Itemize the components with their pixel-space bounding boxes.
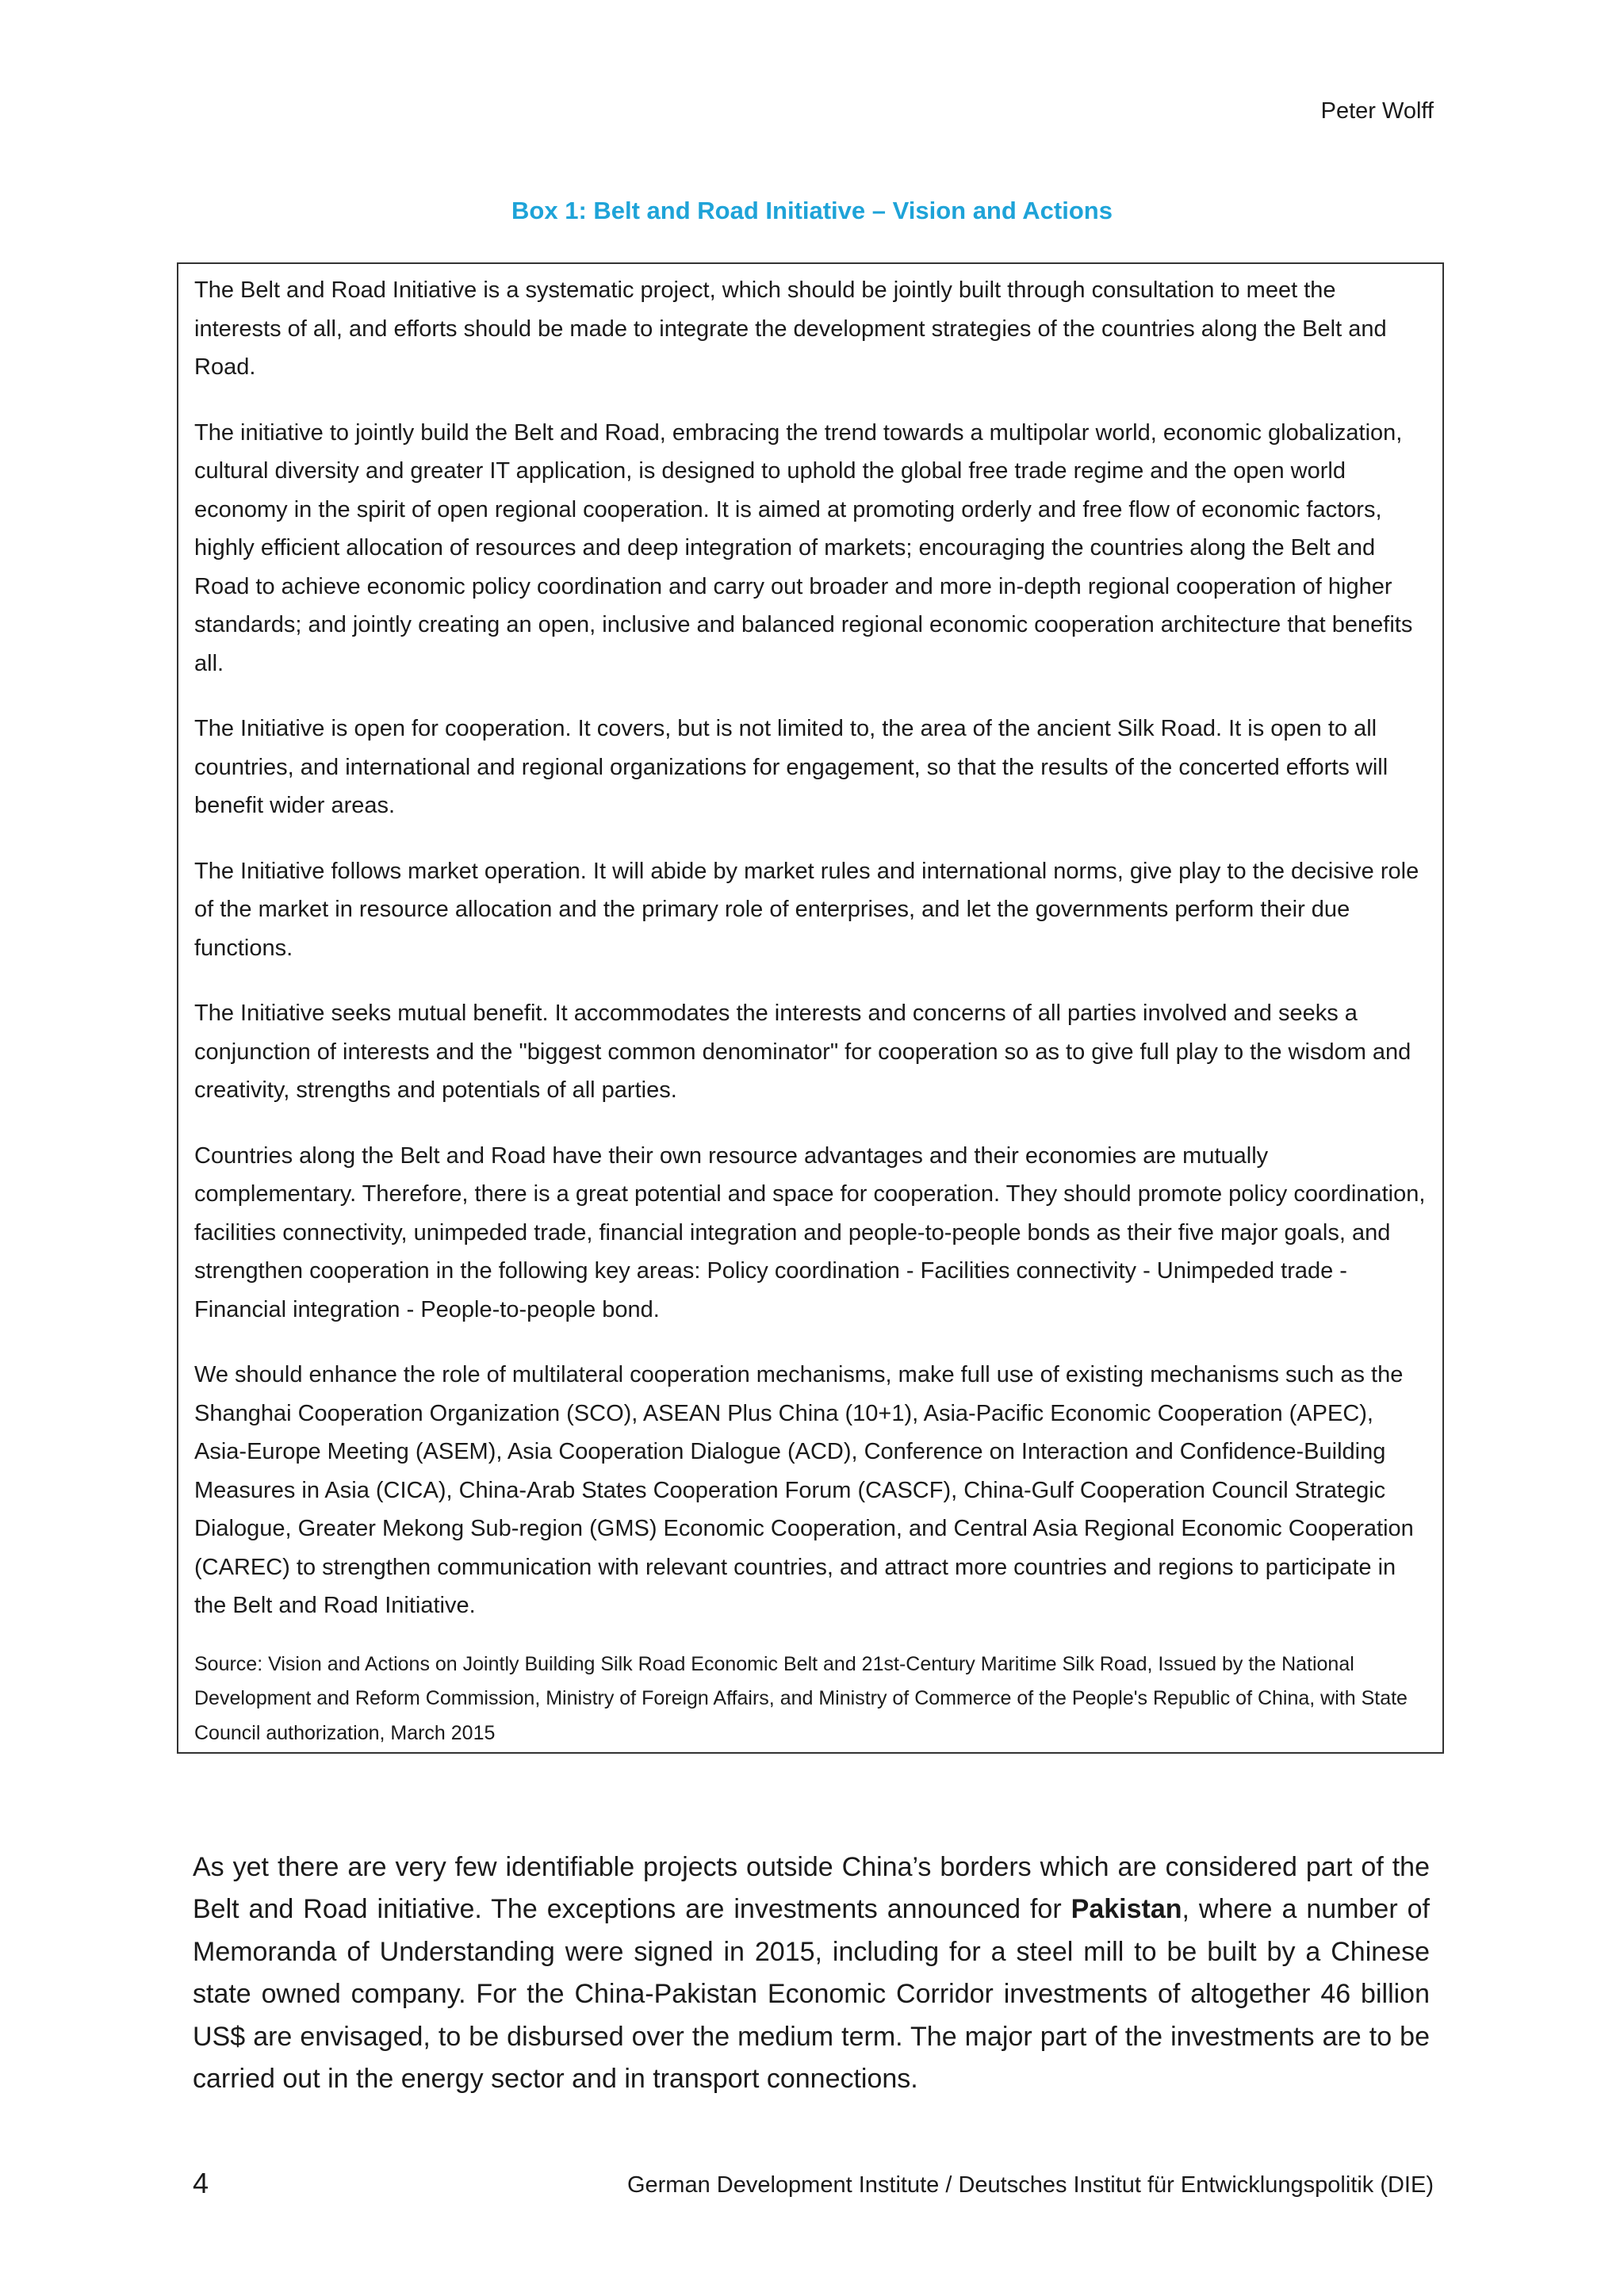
body-paragraph bbox=[193, 1846, 1430, 2100]
box-paragraph-7: We should enhance the role of multilateral cooperation mechanisms, make full use of existing mechanisms such as the Shanghai Cooperation Organization (SCO), ASEAN Plus China (10+1), Asia-Pacific Economic Cooperation (APEC), Asia-Europe Meeting (ASEM), Asia Cooperation Dialogue (ACD), Conference on Interaction and Confidence-Building Measures in Asia (CICA), China-Arab States Cooperation Forum (CASCF), China-Gulf Cooperation Council Strategic Dialogue, Greater Mekong Sub-region (GMS) Economic Cooperation, and Central Asia Regional Economic Cooperation (CAREC) to strengthen communication with relevant countries, and attract more countries and regions to participate in the Belt and Road Initiative. bbox=[194, 1362, 1414, 1618]
text-box bbox=[177, 262, 1444, 1754]
footer-institute: German Development Institute / Deutsches Institut für Entwicklungspolitik (DIE) bbox=[626, 2172, 1434, 2198]
box-paragraph-5: The Initiative seeks mutual benefit. It accommodates the interests and concerns of all parties involved and seeks a conjunction of interests and the "biggest common denominator" for cooperation so as to give full play to the wisdom and creativity, strengths and potentials of all parties. bbox=[194, 1001, 1411, 1103]
body-text-part-1: As yet there are very few identifiable projects outside China’s borders which are considered part of the Belt and Road initiative. The exceptions are investments announced for bbox=[193, 1852, 1430, 1925]
running-header-author: Peter Wolff bbox=[1320, 98, 1434, 124]
box-paragraph-2: The initiative to jointly build the Belt and Road, embracing the trend towards a multipolar world, economic globalization, cultural diversity and greater IT application, is designed to uphold the global free trade regime and the open world economy in the spirit of open regional cooperation. It is aimed at promoting orderly and free flow of economic factors, highly efficient allocation of resources and deep integration of markets; encouraging the countries along the Belt and Road to achieve economic policy coordination and carry out broader and more in-depth regional cooperation of higher standards; and jointly creating an open, inclusive and balanced regional economic cooperation architecture that benefits all. bbox=[194, 419, 1413, 676]
box-title: Box 1: Belt and Road Initiative – Vision and Actions bbox=[511, 197, 1113, 224]
box-paragraph-3: The Initiative is open for cooperation. It covers, but is not limited to, the area of the ancient Silk Road. It is open to all countries, and international and regional organizations for engagement, so that the results of the concerted efforts will benefit wider areas. bbox=[194, 716, 1388, 818]
page-number: 4 bbox=[193, 2167, 209, 2199]
box-paragraph-4: The Initiative follows market operation. It will abide by market rules and international norms, give play to the decisive role of the market in resource allocation and the primary role of enterprises, and let the governments perform their due functions. bbox=[194, 858, 1419, 961]
body-bold-country: Pakistan bbox=[1071, 1894, 1182, 1925]
box-paragraph-1: The Belt and Road Initiative is a systematic project, which should be jointly built through consultation to meet the interests of all, and efforts should be made to integrate the development strategies of the countries along the Belt and Road. bbox=[194, 277, 1387, 380]
body-text-part-2: , where a number of Memoranda of Understanding were signed in 2015, including for a steel mill to be built by a Chinese state owned company. For the China-Pakistan Economic Corridor investments of altogether 46 billion US$ are envisaged, to be disbursed over the medium term. The major part of the investments are to be carried out in the energy sector and in transport connections. bbox=[193, 1894, 1430, 2095]
box-source-note: Source: Vision and Actions on Jointly Building Silk Road Economic Belt and 21st-Century Maritime Silk Road, Issued by the National Development and Reform Commission, Ministry of Foreign Affairs, and Ministry of Commerce of the People's Republic of China, with State Council authorization, March 2015 bbox=[194, 1652, 1408, 1744]
box-paragraph-6: Countries along the Belt and Road have their own resource advantages and their economies are mutually complementary. Therefore, there is a great potential and space for cooperation. They should promote policy coordination, facilities connectivity, unimpeded trade, financial integration and people-to-people bonds as their five major goals, and strengthen cooperation in the following key areas: Policy coordination - Facilities connectivity - Unimpeded trade - Financial integration - People-to-people bond. bbox=[194, 1142, 1426, 1322]
